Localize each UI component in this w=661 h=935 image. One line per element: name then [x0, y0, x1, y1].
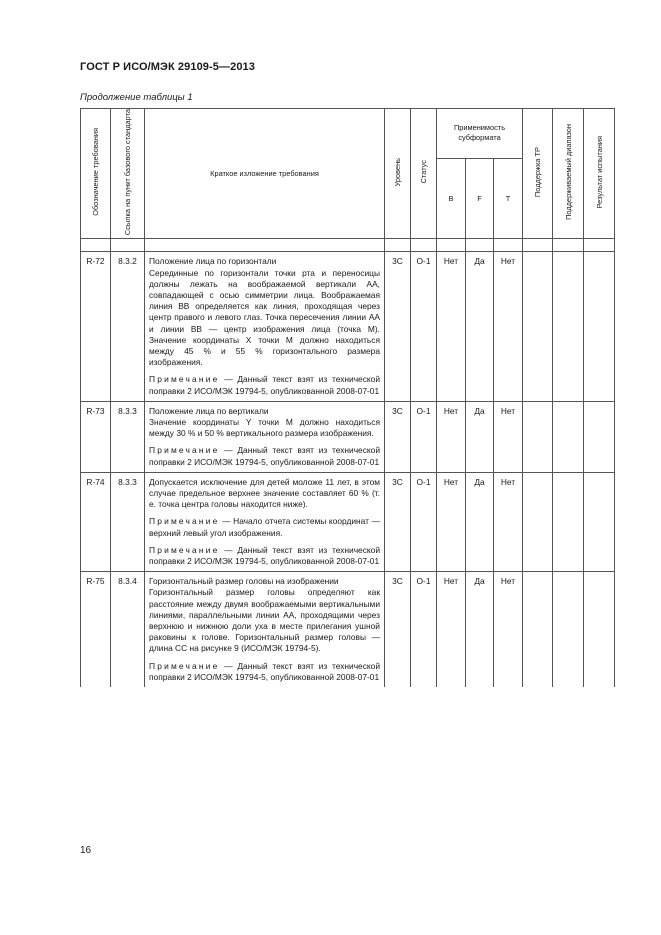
page-number: 16	[80, 845, 92, 856]
col-header-ref: Ссылка на пункт базового стандарта	[111, 109, 145, 239]
cell-f: Да	[466, 252, 494, 401]
cell-t: Нет	[494, 472, 523, 571]
summary-note	[149, 661, 380, 683]
cell-ref: 8.3.3	[111, 472, 145, 571]
cell-t: Нет	[494, 572, 523, 687]
table-row	[81, 472, 615, 571]
cell-tp-support	[523, 252, 553, 401]
cell-id: R-75	[81, 572, 111, 687]
cell-id: R-73	[81, 401, 111, 472]
note-text: — Начало отчета системы координат — верхний левый угол изображения.	[149, 516, 380, 538]
cell-f: Да	[466, 472, 494, 571]
cell-t: Нет	[494, 252, 523, 401]
cell-b: Нет	[437, 572, 466, 687]
col-header-f: F	[466, 158, 494, 239]
cell-id: R-74	[81, 472, 111, 571]
col-header-summary: Краткое изложение требования	[145, 109, 385, 239]
cell-test-result	[584, 401, 615, 472]
cell-supported-range	[553, 252, 584, 401]
cell-level: 3С	[385, 472, 411, 571]
summary-text: Значение координаты Y точки М должно находиться между 30 % и 50 % вертикального размера изображения.	[149, 416, 380, 439]
col-header-supported-range: Поддерживаемый диапазон	[553, 109, 584, 239]
cell-summary	[145, 252, 385, 401]
cell-tp-support	[523, 572, 553, 687]
note-label: Примечание	[149, 516, 220, 527]
table-row	[81, 572, 615, 687]
cell-tp-support	[523, 472, 553, 571]
col-header-test-result: Результат испытания	[584, 109, 615, 239]
cell-b: Нет	[437, 252, 466, 401]
col-header-tp-support: Поддержка ТР	[523, 109, 553, 239]
note-label: Примечание	[149, 374, 220, 385]
cell-b: Нет	[437, 401, 466, 472]
table-row	[81, 252, 615, 401]
cell-test-result	[584, 472, 615, 571]
cell-level: 3С	[385, 252, 411, 401]
cell-supported-range	[553, 472, 584, 571]
note-text: — Данный текст взят из технической поправки 2 ИСО/МЭК 19794-5, опубликованной 2008-07-01	[149, 660, 380, 682]
requirements-table	[80, 108, 615, 687]
note-text: — Данный текст взят из технической поправки 2 ИСО/МЭК 19794-5, опубликованной 2008-07-01	[149, 544, 380, 566]
cell-t: Нет	[494, 401, 523, 472]
table-caption: Продолжение таблицы 1	[80, 92, 193, 103]
cell-tp-support	[523, 401, 553, 472]
cell-status: О-1	[411, 472, 437, 571]
cell-ref: 8.3.4	[111, 572, 145, 687]
summary-text: Горизонтальный размер головы на изображении	[149, 576, 339, 587]
col-header-b: B	[437, 158, 466, 239]
cell-ref: 8.3.2	[111, 252, 145, 401]
cell-ref: 8.3.3	[111, 401, 145, 472]
note-text: — Данный текст взят из технической поправки 2 ИСО/МЭК 19794-5, опубликованной 2008-07-01	[149, 445, 380, 467]
cell-id: R-72	[81, 252, 111, 401]
summary-text: Положение лица по вертикали	[149, 405, 269, 416]
cell-test-result	[584, 252, 615, 401]
cell-status: О-1	[411, 401, 437, 472]
summary-note	[149, 374, 380, 396]
document-title: ГОСТ Р ИСО/МЭК 29109-5—2013	[80, 61, 255, 73]
cell-level: 3С	[385, 401, 411, 472]
cell-level: 3С	[385, 572, 411, 687]
col-header-applicability: Применимость субформата	[437, 109, 523, 159]
note-text: — Данный текст взят из технической поправки 2 ИСО/МЭК 19794-5, опубликованной 2008-07-01	[149, 374, 380, 396]
cell-summary	[145, 472, 385, 571]
summary-text: Положение лица по горизонтали	[149, 256, 277, 267]
col-header-status: Статус	[411, 109, 437, 239]
table-row	[81, 401, 615, 472]
cell-summary	[145, 401, 385, 472]
summary-note	[149, 545, 380, 567]
cell-supported-range	[553, 401, 584, 472]
cell-f: Да	[466, 401, 494, 472]
cell-f: Да	[466, 572, 494, 687]
col-header-id: Обозначение требования	[81, 109, 111, 239]
summary-text: Серединные по горизонтали точки рта и переносицы должны лежать на воображаемой вертикали АА, совпадающей с осью симметрии лица. Воображаемая линия ВВ определяется как линия, проходящая через центр правого и левого глаз. Точка пересечения линии АА и линии ВВ — центр изображения лица (точка М). Значение координаты X точки М должно находиться между 45 % и 55 % горизонтального размера изображения.	[149, 267, 380, 368]
summary-note	[149, 516, 380, 538]
cell-test-result	[584, 572, 615, 687]
cell-summary	[145, 572, 385, 687]
cell-supported-range	[553, 572, 584, 687]
summary-text: Допускается исключение для детей моложе 11 лет, в этом случае предельное верхнее значение составляет 60 % (т. е. точка центра головы находится ниже).	[149, 476, 380, 510]
note-label: Примечание	[149, 544, 220, 555]
note-label: Примечание	[149, 445, 220, 456]
cell-status: О-1	[411, 252, 437, 401]
col-header-level: Уровень	[385, 109, 411, 239]
cell-status: О-1	[411, 572, 437, 687]
cell-b: Нет	[437, 472, 466, 571]
note-label: Примечание	[149, 660, 220, 671]
summary-note	[149, 445, 380, 467]
col-header-t: T	[494, 158, 523, 239]
summary-text: Горизонтальный размер головы определяют как расстояние между двумя воображаемыми вертикальными линиями, параллельными линии АА, проходящими через верхнюю и нижнюю доли уха в месте прилегания ушной раковины к голове. Горизонтальный размер головы — длина СС на рисунке 9 (ИСО/МЭК 19794-5).	[149, 587, 380, 654]
